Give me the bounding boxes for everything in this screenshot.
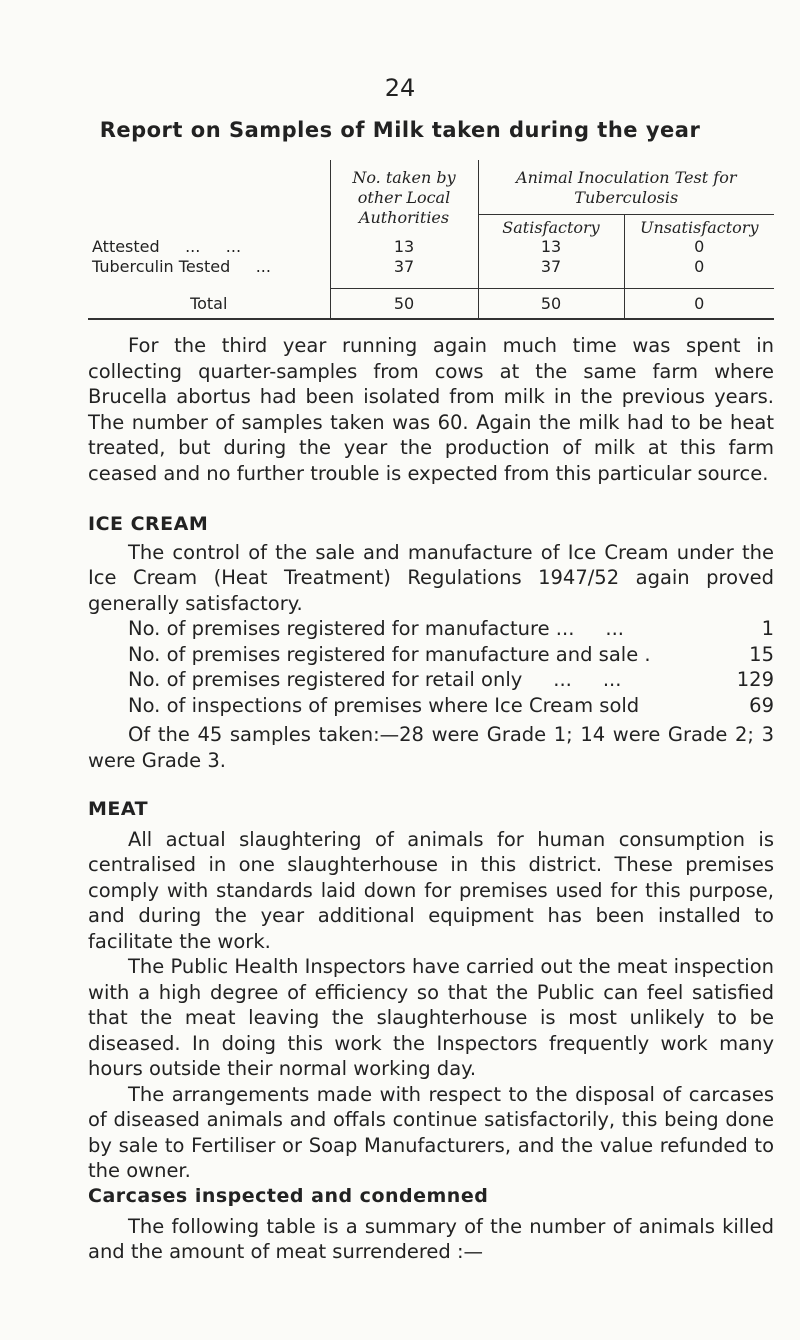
header-unsatisfactory: Unsatisfactory: [624, 214, 774, 237]
ice-cream-intro: The control of the sale and manufacture of Ice Cream under the Ice Cream (Heat Treatment) Regulations 1947/52 again proved generally satisfactory.: [88, 540, 774, 615]
brucella-paragraph: For the third year running again much time was spent in collecting quarter-samples from cows at the same farm where Brucella abortus had been isolated from milk in the previous years. The number of samples taken was 60. Again the milk had to be heat treated, but during the year the production of milk at this farm ceased and no further trouble is expected from this particular source.: [88, 334, 774, 485]
total-satisfactory: 50: [478, 289, 624, 319]
premises-label: No. of premises registered for manufacture ... ...: [128, 617, 624, 640]
ice-cream-samples: Of the 45 samples taken:—28 were Grade 1; 14 were Grade 2; 3 were Grade 3.: [88, 723, 774, 772]
ice-cream-heading: ICE CREAM: [88, 513, 209, 535]
carcases-section: [88, 1184, 774, 1265]
total-unsatisfactory: 0: [624, 289, 774, 319]
meat-section: [88, 797, 774, 1184]
meat-paragraph-2: The Public Health Inspectors have carried out the meat inspection with a high degree of efficiency so that the Public can feel satisfied that the meat leaving the slaughterhouse is most unlikely to be diseased. In doing this work the Inspectors frequently work many hours outside their normal working day.: [88, 955, 774, 1080]
cell-local: 37: [330, 257, 478, 279]
cell-unsatisfactory: 0: [624, 237, 774, 257]
total-local: 50: [330, 289, 478, 319]
meat-paragraph-1: All actual slaughtering of animals for human consumption is centralised in one slaughterhouse in this district. These premises comply with standards laid down for premises used for this purpose, and during the year additional equipment has been installed to facilitate the work.: [88, 827, 774, 953]
premises-label: No. of inspections of premises where Ice Cream sold: [128, 693, 640, 717]
premises-label: No. of premises registered for manufacture and sale .: [128, 642, 651, 666]
carcases-heading: Carcases inspected and condemned: [88, 1185, 489, 1207]
total-label: Total: [88, 289, 330, 319]
header-animal-inoculation: Animal Inoculation Test for Tuberculosis: [478, 160, 774, 214]
meat-paragraph-3: The arrangements made with respect to the disposal of carcases of diseased animals and offals continue satisfactorily, this being done by sale to Fertiliser or Soap Manufacturers, and the value refunded to the owner.: [88, 1082, 774, 1182]
list-item: [88, 693, 774, 719]
carcases-paragraph: The following table is a summary of the number of animals killed and the amount of meat surrendered :—: [88, 1214, 774, 1263]
row-label: Tuberculin Tested ...: [92, 256, 271, 276]
milk-samples-table: [88, 160, 774, 320]
premises-label: No. of premises registered for retail only ... ...: [128, 668, 622, 691]
row-label: Attested ... ...: [92, 236, 242, 256]
list-item: [88, 616, 774, 642]
cell-unsatisfactory: 0: [624, 257, 774, 279]
header-satisfactory: Satisfactory: [478, 214, 624, 237]
table-row: [88, 257, 774, 279]
cell-satisfactory: 13: [478, 237, 624, 257]
premises-value: 69: [749, 693, 774, 717]
meat-heading: MEAT: [88, 798, 149, 820]
total-row: [88, 289, 774, 319]
list-item: [88, 667, 774, 693]
table-row: [88, 237, 774, 257]
premises-value: 1: [761, 617, 774, 640]
premises-value: 129: [736, 668, 774, 691]
page-number: 24: [384, 74, 416, 102]
cell-local: 13: [330, 237, 478, 257]
ice-cream-section: [88, 512, 774, 773]
header-local-authorities: No. taken by other Local Authorities: [330, 160, 478, 237]
cell-satisfactory: 37: [478, 257, 624, 279]
page-title: Report on Samples of Milk taken during the year: [99, 118, 701, 142]
premises-value: 15: [749, 642, 774, 666]
premises-list: [88, 616, 774, 718]
list-item: [88, 642, 774, 668]
brucella-section: [88, 333, 774, 486]
